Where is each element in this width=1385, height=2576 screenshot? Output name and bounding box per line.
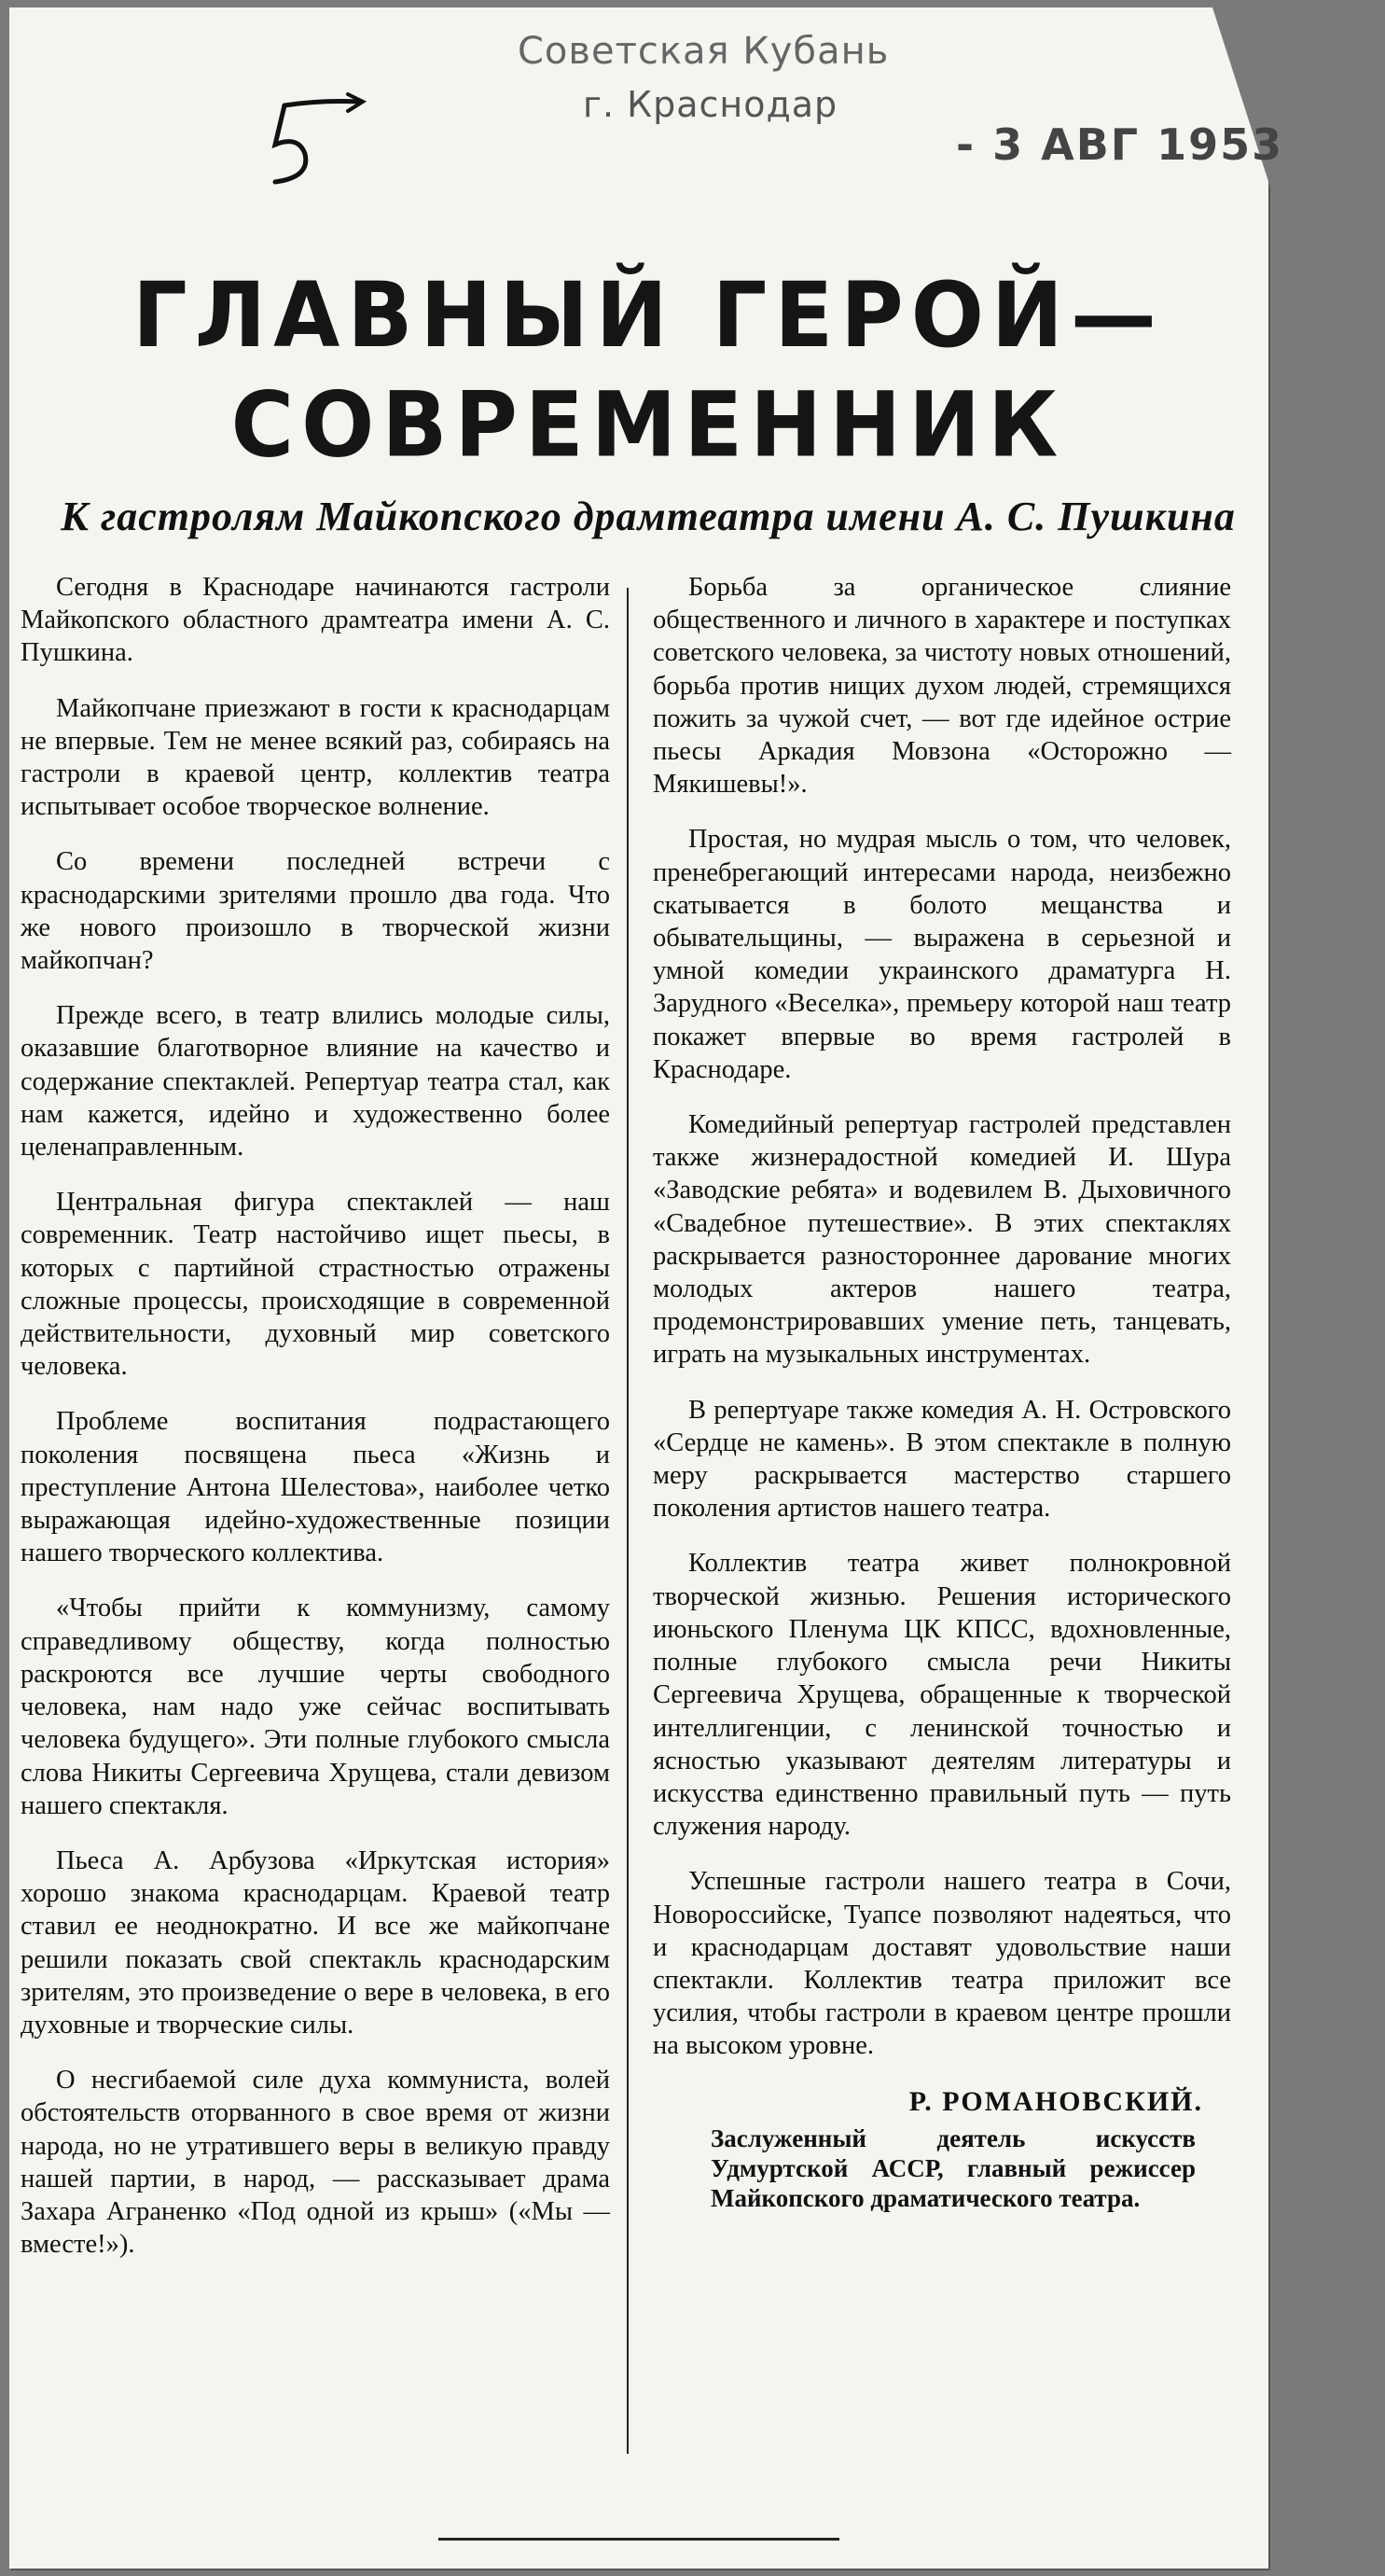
headline-line-2: СОВРЕМЕННИК [230,372,1066,478]
paragraph: Коллектив театра живет полнокровной творческой жизнью. Решения исторического июньского Пленума ЦК КПСС, вдохновленные, полные глубокого смысла речи Никиты Сергеевича Хрущева, обращенные к творческой интеллигенции, с ленинской точностью и ясностью указывают деятелям литературы и искусства единственно правильный путь — путь служения народу. [653,1549,1231,1842]
paragraph: Проблеме воспитания подрастающего поколения посвящена пьеса «Жизнь и преступление Антона Шелестова», наиболее четко выражающая идейно-художественные позиции нашего творческого коллектива. [21,1407,610,1568]
paragraph: Успешные гастроли нашего театра в Сочи, Новороссийске, Туапсе позволяют надеяться, что и краснодарцам доставят удовольствие наши спектакли. Коллектив театра приложит все усилия, чтобы гастроли в краевом центре прошли на высоком уровне. [653,1867,1231,2061]
paragraph: «Чтобы прийти к коммунизму, самому справедливому обществу, когда полностью раскроются все лучшие черты свободного человека, нам надо уже сейчас воспитывать человека будущего». Эти полные глубокого смысла слова Никиты Сергеевича Хрущева, стали девизом нашего спектакля. [21,1594,610,1820]
paragraph: Сегодня в Краснодаре начинаются гастроли Майкопского областного драмтеатра имени А. С. Пушкина. [21,573,610,668]
paragraph: О несгибаемой силе духа коммуниста, волей обстоятельств оторванного в свое время от жизни народа, но не утратившего веры в великую правду нашей партии, в народ, — рассказывает драма Захара Аграненко «Под одной из крыш» («Мы — вместе!»). [21,2066,610,2260]
column-divider [627,588,629,2454]
subheadline: К гастролям Майкопского драмтеатра имени А. С. Пушкина [61,494,1236,539]
paragraph: Прежде всего, в театр влились молодые силы, оказавшие благотворное влияние на качество и содержание спектаклей. Репертуар театра стал, как нам кажется, идейно и художественно более целенаправленным. [21,1001,610,1163]
bottom-rule [438,2538,839,2541]
handwritten-number [247,89,378,191]
paragraph: В репертуаре также комедия А. Н. Островского «Сердце не камень». В этом спектакле в полную меру раскрывается мастерство старшего поколения артистов нашего театра. [653,1395,1231,1524]
paragraph: Простая, но мудрая мысль о том, что человек, пренебрегающий интересами народа, неизбежно скатывается в болото мещанства и обывательщины, — выражена в серьезной и умной комедии украинского драматурга Н. Зарудного «Веселка», премьеру которой наш театр покажет впервые во время гастролей в Краснодаре. [653,825,1231,1084]
author-name: Р. РОМАНОВСКИЙ. [908,2085,1203,2117]
paragraph: Центральная фигура спектаклей — наш современник. Театр настойчиво ищет пьесы, в которых с партийной страстностью отражены сложные процессы, происходящие в современной действительности, духовный мир советского человека. [21,1188,610,1382]
paragraph: Комедийный репертуар гастролей представлен также жизнерадостной комедией И. Шура «Заводские ребята» и водевилем В. Дыховичного «Свадебное путешествие». В этих спектаклях раскрывается разностороннее дарование многих молодых актеров нашего театра, продемонстрировавших умение петь, танцевать, играть на музыкальных инструментах. [653,1110,1231,1370]
author-title: Заслуженный деятель искусств Удмуртской АССР, главный режиссер Майкопского драматического театра. [711,2123,1196,2212]
paragraph: Борьба за органическое слияние общественного и личного в характере и поступках советского человека, за чистоту новых отношений, борьба против нищих духом людей, стремящихся пожить за чужой счет, — вот где идейное острие пьесы Аркадия Мовзона «Осторожно — Мякишевы!». [653,573,1231,800]
right-column [653,571,1231,2213]
newspaper-stamp: Советская Кубань [518,30,890,73]
date-stamp: - 3 АВГ 1953 [956,119,1284,170]
left-column [21,571,610,2283]
paragraph: Майкопчане приезжают в гости к краснодарцам не впервые. Тем не менее всякий раз, собираясь на гастроли в краевой центр, коллектив театра испытывает особое творческое волнение. [21,693,610,822]
headline-line-1: ГЛАВНЫЙ ГЕРОЙ— [132,262,1164,368]
headline [112,260,1184,480]
paragraph: Со времени последней встречи с краснодарскими зрителями прошло два года. Что же нового произошло в творческой жизни майкопчан? [21,847,610,976]
paragraph: Пьеса А. Арбузова «Иркутская история» хорошо знакома краснодарцам. Краевой театр ставил ее неоднократно. И все же майкопчане решили показать свой спектакль краснодарским зрителям, это произведение о вере в человека, в его духовные и творческие силы. [21,1845,610,2040]
city-stamp: г. Краснодар [583,84,838,125]
